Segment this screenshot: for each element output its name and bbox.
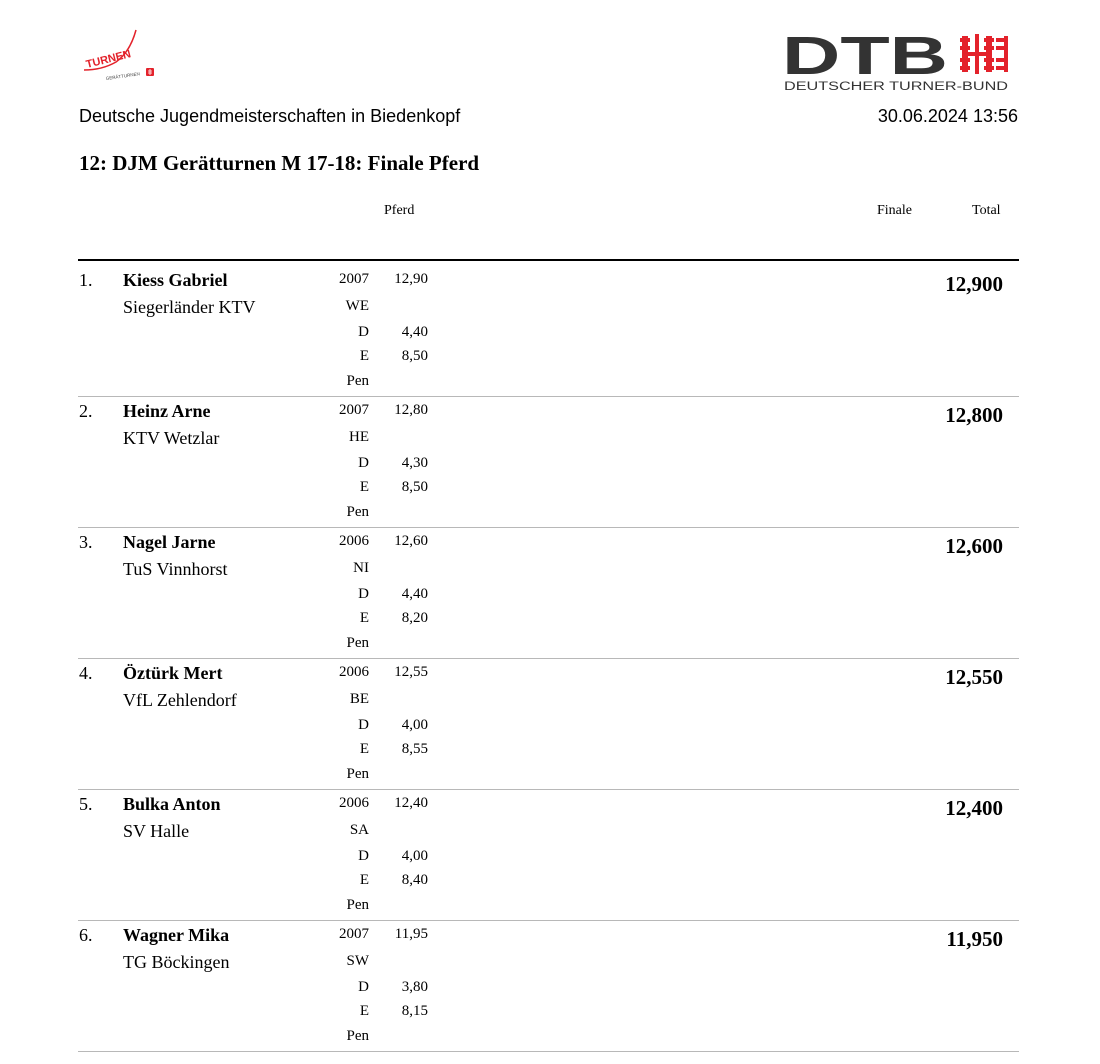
athlete-name: Nagel Jarne [123, 532, 216, 552]
pen-label: Pen [346, 504, 369, 520]
athlete-name: Kiess Gabriel [123, 270, 228, 290]
total-score: 12,800 [945, 403, 1003, 427]
e-label: E [359, 872, 369, 888]
d-score: 4,00 [401, 717, 428, 733]
athlete-name: Bulka Anton [123, 794, 221, 814]
dtb-logo-subtext: DEUTSCHER TURNER-BUND [784, 81, 1008, 93]
state-code: SA [349, 822, 369, 838]
result-row [0, 659, 1100, 790]
club-name: SV Halle [123, 821, 190, 841]
pferd-score: 11,95 [394, 926, 428, 942]
column-header-finale: Finale [877, 203, 912, 218]
pen-label: Pen [346, 1028, 369, 1044]
turnen-logo-subtext: GERÄTTURNEN [105, 71, 141, 81]
result-row [0, 266, 1100, 397]
result-row [0, 921, 1100, 1052]
pferd-score: 12,90 [394, 271, 428, 287]
club-name: KTV Wetzlar [123, 428, 220, 448]
pferd-score: 12,80 [394, 402, 428, 418]
club-name: VfL Zehlendorf [123, 690, 237, 710]
state-code: SW [346, 953, 369, 969]
rank: 4. [79, 663, 93, 683]
e-score: 8,15 [401, 1003, 428, 1019]
result-row [0, 528, 1100, 659]
birth-year: 2007 [339, 402, 369, 418]
dtb-logo-text: DTB [782, 30, 948, 86]
pferd-score: 12,55 [394, 664, 428, 680]
d-label: D [358, 586, 369, 602]
state-code: NI [353, 560, 369, 576]
birth-year: 2006 [339, 533, 369, 549]
pen-label: Pen [346, 373, 369, 389]
pen-label: Pen [346, 897, 369, 913]
e-label: E [359, 610, 369, 626]
e-score: 8,20 [401, 610, 428, 626]
column-header-total: Total [972, 203, 1001, 218]
d-score: 4,30 [401, 455, 428, 471]
pen-label: Pen [346, 766, 369, 782]
e-score: 8,50 [401, 348, 428, 364]
pferd-score: 12,40 [394, 795, 428, 811]
result-row [0, 397, 1100, 528]
club-name: TuS Vinnhorst [123, 559, 228, 579]
d-score: 4,40 [401, 586, 428, 602]
total-score: 12,900 [945, 272, 1003, 296]
athlete-name: Öztürk Mert [123, 663, 223, 683]
pferd-score: 12,60 [394, 533, 428, 549]
total-score: 12,600 [945, 534, 1003, 558]
athlete-name: Heinz Arne [123, 401, 211, 421]
results-list [0, 266, 1100, 1052]
header-divider [78, 259, 1019, 261]
rank: 6. [79, 925, 93, 945]
state-code: HE [349, 429, 369, 445]
d-score: 4,40 [401, 324, 428, 340]
event-name: Deutsche Jugendmeisterschaften in Biedenkopf [79, 106, 461, 126]
total-score: 12,400 [945, 796, 1003, 820]
total-score: 11,950 [946, 927, 1003, 951]
state-code: BE [349, 691, 369, 707]
d-score: 4,00 [401, 848, 428, 864]
d-score: 3,80 [401, 979, 428, 995]
e-score: 8,40 [401, 872, 428, 888]
e-score: 8,50 [401, 479, 428, 495]
report-datetime: 30.06.2024 13:56 [877, 106, 1018, 126]
rank: 5. [79, 794, 93, 814]
column-header-pferd: Pferd [384, 203, 415, 218]
rank: 2. [79, 401, 93, 421]
total-score: 12,550 [945, 665, 1003, 689]
page-title: 12: DJM Gerätturnen M 17-18: Finale Pferd [79, 151, 480, 175]
turnen-logo-text: TURNEN [84, 48, 133, 71]
club-name: TG Böckingen [123, 952, 230, 972]
birth-year: 2006 [339, 795, 369, 811]
athlete-name: Wagner Mika [123, 925, 230, 945]
e-label: E [359, 741, 369, 757]
e-label: E [359, 1003, 369, 1019]
result-row [0, 790, 1100, 921]
d-label: D [358, 455, 369, 471]
club-name: Siegerländer KTV [123, 297, 256, 317]
dtb-logo [782, 30, 1014, 94]
e-label: E [359, 348, 369, 364]
turnen-logo [82, 24, 162, 86]
d-label: D [358, 979, 369, 995]
birth-year: 2006 [339, 664, 369, 680]
e-label: E [359, 479, 369, 495]
d-label: D [358, 324, 369, 340]
rank: 1. [79, 270, 93, 290]
d-label: D [358, 717, 369, 733]
state-code: WE [345, 298, 369, 314]
d-label: D [358, 848, 369, 864]
e-score: 8,55 [401, 741, 428, 757]
rank: 3. [79, 532, 93, 552]
birth-year: 2007 [339, 271, 369, 287]
birth-year: 2007 [339, 926, 369, 942]
turner-cross-icon [960, 34, 1008, 74]
pen-label: Pen [346, 635, 369, 651]
